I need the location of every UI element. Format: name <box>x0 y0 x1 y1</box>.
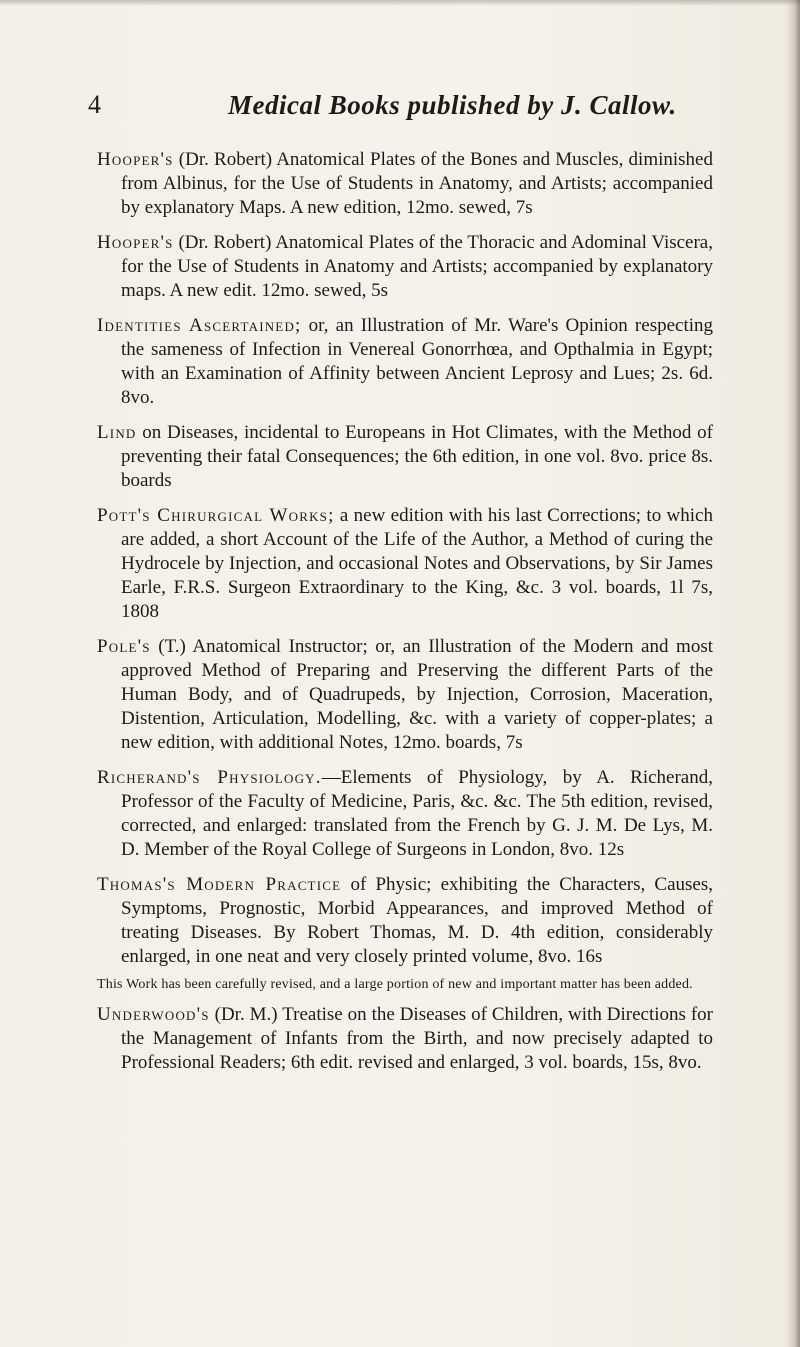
entry-heading: Identities Ascertained; <box>97 315 302 336</box>
entry-text: (Dr. Robert) Anatomical Plates of the Bones and Muscles, diminished from Albinus, for the Use of Students in Anatomy, and Artists; accompanied by explanatory Maps. A new edition, 12mo. sewed, 7s <box>121 149 713 218</box>
entry-text: (Dr. Robert) Anatomical Plates of the Thoracic and Adominal Viscera, for the Use of Students in Anatomy and Artists; accompanied by explanatory maps. A new edit. 12mo. sewed, 5s <box>121 232 713 301</box>
entry-text: —Elements of Physiology, by A. Richerand, Professor of the Faculty of Medicine, Paris, &c. &c. The 5th edition, revised, corrected, and enlarged: translated from the French by G. J. M. De Lys, M. D. Member of the Royal College of Surgeons in London, 8vo. 12s <box>121 767 713 860</box>
entry-text: (Dr. M.) Treatise on the Diseases of Children, with Directions for the Management of Infants from the Birth, and now precisely adapted to Professional Readers; 6th edit. revised and enlarged, 3 vol. boards, 15s, 8vo. <box>121 1004 713 1073</box>
catalogue-entry-thomas <box>97 873 713 969</box>
entry-text: of Physic; exhibiting the Characters, Causes, Symptoms, Prognostic, Morbid Appearances, and improved Method of treating Diseases. By Robert Thomas, M. D. 4th edition, considerably enlarged, in one neat and very closely printed volume, 8vo. 16s <box>121 874 713 967</box>
catalogue-entry-hooper-viscera <box>97 231 713 303</box>
catalogue-entry-pole <box>97 635 713 755</box>
catalogue-entry-identities <box>97 314 713 410</box>
entry-heading: Pott's Chirurgical Works; <box>97 505 335 526</box>
entry-text: on Diseases, incidental to Europeans in Hot Climates, with the Method of preventing their fatal Consequences; the 6th edition, in one vol. 8vo. price 8s. boards <box>121 422 713 491</box>
catalogue-list <box>97 148 713 1086</box>
page-top-shadow <box>0 0 800 6</box>
entry-heading: Underwood's <box>97 1004 210 1025</box>
entry-heading: Richerand's Physiology. <box>97 767 322 788</box>
page-number: 4 <box>88 90 101 119</box>
catalogue-entry-richerand <box>97 766 713 862</box>
catalogue-entry-underwood <box>97 1003 713 1075</box>
entry-heading: Lind <box>97 422 137 443</box>
entry-heading: Hooper's <box>97 232 174 253</box>
catalogue-entry-pott <box>97 504 713 624</box>
running-title: Medical Books published by J. Callow. <box>228 90 677 120</box>
editorial-note: This Work has been carefully revised, and a large portion of new and important matter has been added. <box>97 977 693 992</box>
page-edge-shadow <box>786 0 800 1347</box>
entry-text: (T.) Anatomical Instructor; or, an Illustration of the Modern and most approved Method of Preparing and Preserving the different Parts of the Human Body, and of Quadrupeds, by Injection, Corrosion, Maceration, Distention, Articulation, Modelling, &c. with a variety of copper-plates; a new edition, with additional Notes, 12mo. boards, 7s <box>121 636 713 753</box>
entry-heading: Thomas's Modern Practice <box>97 874 342 895</box>
entry-heading: Hooper's <box>97 149 174 170</box>
entry-text: a new edition with his last Corrections; to which are added, a short Account of the Life of the Author, a Method of curing the Hydrocele by Injection, and occasional Notes and Observations, by Sir James Earle, F.R.S. Surgeon Extraordinary to the King, &c. 3 vol. boards, 1l 7s, 1808 <box>121 505 713 622</box>
catalogue-entry-hooper-bones <box>97 148 713 220</box>
entry-heading: Pole's <box>97 636 151 657</box>
entry-text: or, an Illustration of Mr. Ware's Opinion respecting the sameness of Infection in Venereal Gonorrhœa, and Opthalmia in Egypt; with an Examination of Affinity between Ancient Leprosy and Lues; 2s. 6d. 8vo. <box>121 315 714 408</box>
catalogue-entry-lind <box>97 421 713 493</box>
page-header <box>0 90 800 130</box>
